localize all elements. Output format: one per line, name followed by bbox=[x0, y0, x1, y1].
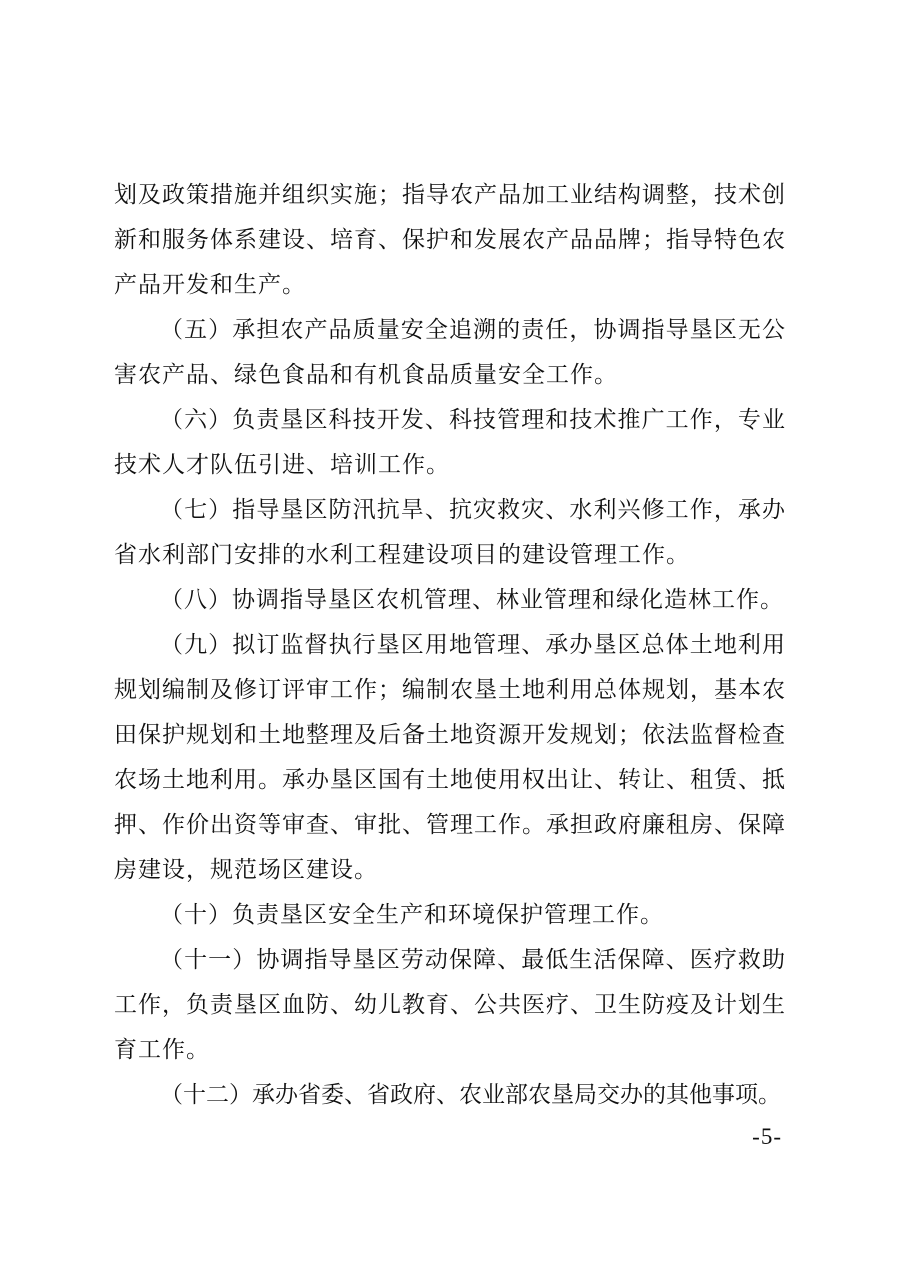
paragraph-item-6: （六）负责垦区科技开发、科技管理和技术推广工作，专业技术人才队伍引进、培训工作。 bbox=[114, 407, 786, 477]
paragraph-item-9: （九）拟订监督执行垦区用地管理、承办垦区总体土地利用规划编制及修订评审工作；编制农垦土地利用总体规划，基本农田保护规划和土地整理及后备土地资源开发规划；依法监督检查农场土地利用。承办垦区国有土地使用权出让、转让、租赁、抵押、作价出资等审查、审批、管理工作。承担政府廉租房、保障房建设，规范场区建设。 bbox=[114, 632, 786, 882]
paragraph-continuation: 划及政策措施并组织实施；指导农产品加工业结构调整，技术创新和服务体系建设、培育、保护和发展农产品品牌；指导特色农产品开发和生产。 bbox=[114, 182, 786, 297]
paragraph-item-12: （十二）承办省委、省政府、农业部农垦局交办的其他事项。 bbox=[160, 1082, 781, 1107]
paragraph-item-11: （十一）协调指导垦区劳动保障、最低生活保障、医疗救助工作，负责垦区血防、幼儿教育、公共医疗、卫生防疫及计划生育工作。 bbox=[114, 947, 786, 1062]
paragraph-item-5: （五）承担农产品质量安全追溯的责任，协调指导垦区无公害农产品、绿色食品和有机食品质量安全工作。 bbox=[114, 317, 786, 387]
paragraph-item-8: （八）协调指导垦区农机管理、林业管理和绿化造林工作。 bbox=[160, 587, 784, 612]
paragraph-item-7: （七）指导垦区防汛抗旱、抗灾救灾、水利兴修工作，承办省水利部门安排的水利工程建设项目的建设管理工作。 bbox=[114, 497, 786, 567]
document-body bbox=[114, 172, 786, 1117]
page-number: -5- bbox=[752, 1124, 782, 1149]
paragraph-item-10: （十）负责垦区安全生产和环境保护管理工作。 bbox=[160, 902, 664, 927]
